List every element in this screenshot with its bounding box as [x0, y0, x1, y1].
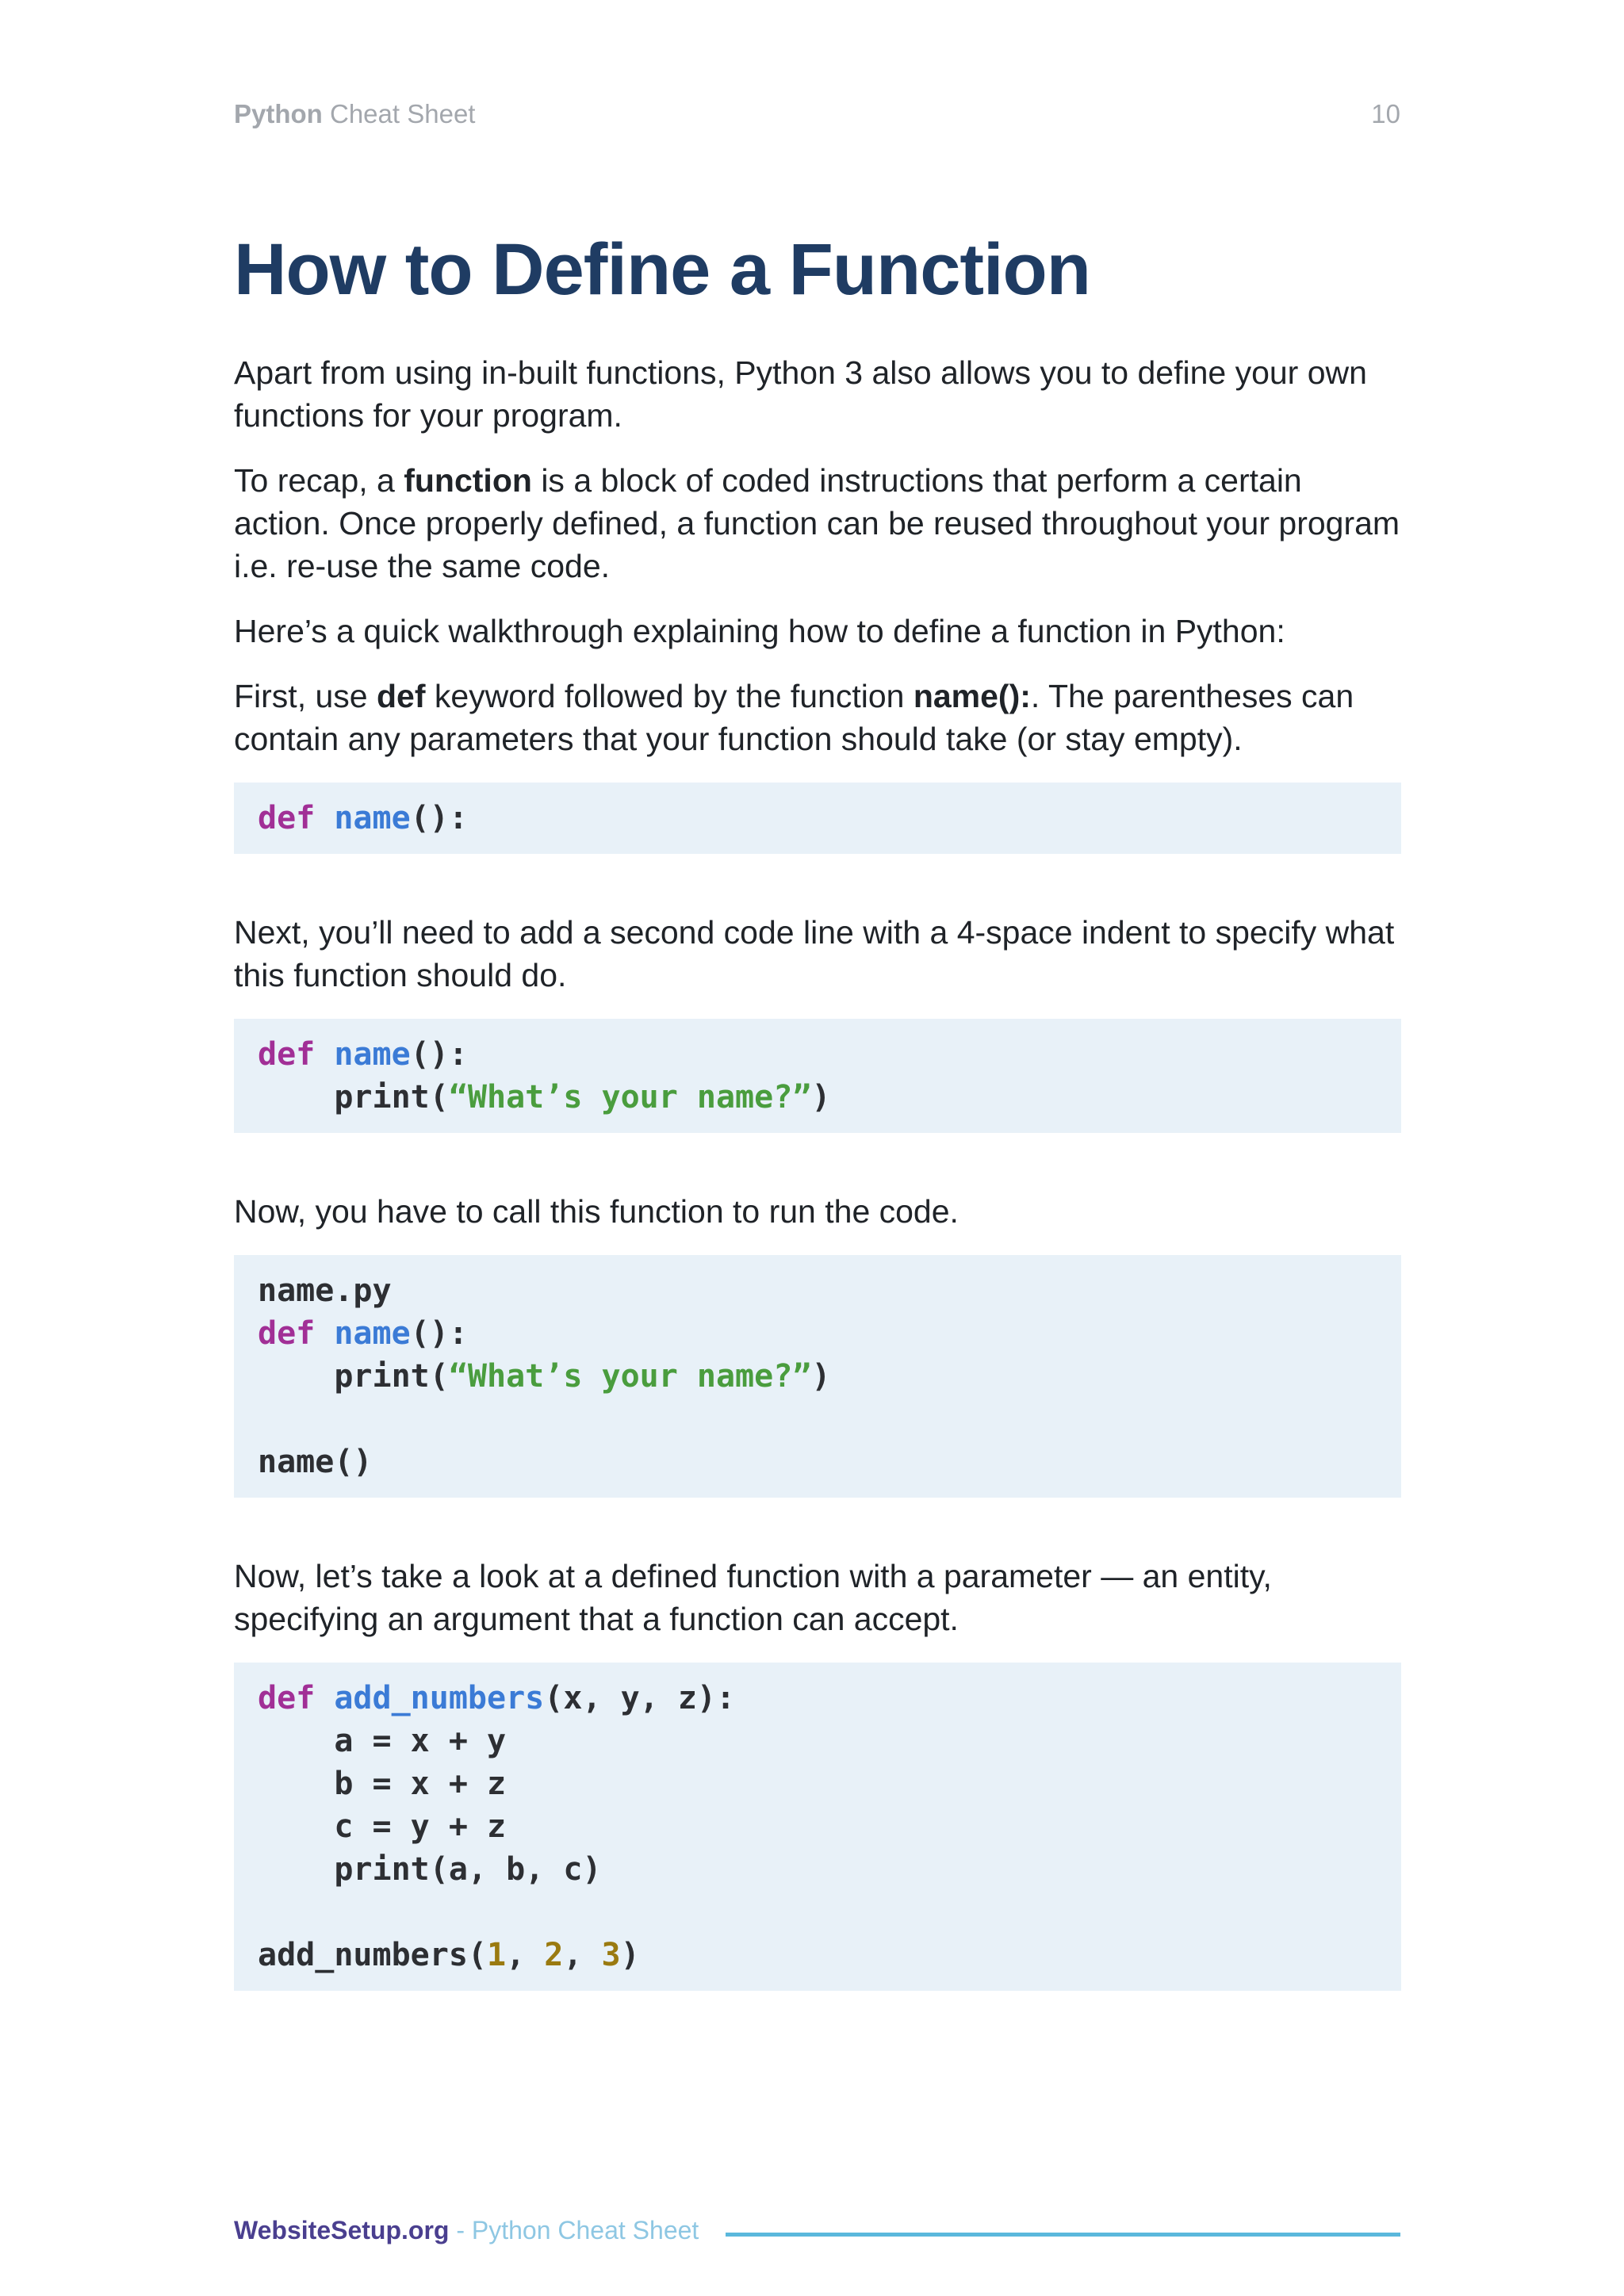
first-step-mid: keyword followed by the function	[425, 678, 914, 714]
code-keyword: def	[258, 800, 316, 836]
first-step-post: . The parentheses can contain any parameters that your function should take (or stay empty).	[234, 678, 1354, 757]
first-step-pre: First, use	[234, 678, 377, 714]
code-text: ():	[410, 1315, 468, 1352]
code-function-name: name	[334, 800, 411, 836]
code-line: c = y + z	[258, 1808, 507, 1845]
recap-bold-function: function	[404, 462, 532, 499]
code-number: 1	[486, 1937, 507, 1973]
code-text: ():	[410, 800, 468, 836]
code-line	[258, 1677, 1377, 1720]
code-line	[258, 1312, 1377, 1355]
header-subtitle: Cheat Sheet	[322, 99, 476, 128]
code-line	[258, 1934, 1377, 1976]
paragraph-next-step: Next, you’ll need to add a second code line with a 4-space indent to specify what this function should do.	[234, 914, 1395, 993]
first-step-bold-def: def	[376, 678, 426, 714]
paragraph-walkthrough: Here’s a quick walkthrough explaining how to define a function in Python:	[234, 613, 1285, 649]
header-brand: Python	[234, 99, 323, 128]
code-line	[258, 1076, 1377, 1119]
code-string: “What’s your name?”	[448, 1079, 812, 1115]
page-title: How to Define a Function	[234, 229, 1090, 310]
code-line	[258, 1269, 1377, 1312]
code-text: print(	[258, 1358, 449, 1395]
paragraph-recap	[234, 459, 1401, 587]
first-step-bold-name: name():	[913, 678, 1031, 714]
code-function-name: name	[334, 1036, 411, 1073]
code-number: 3	[601, 1937, 621, 1973]
code-function-name: name	[334, 1315, 411, 1352]
code-line	[258, 1355, 1377, 1398]
code-line	[258, 1033, 1377, 1076]
paragraph-first-step	[234, 675, 1401, 760]
footer-divider	[726, 2233, 1400, 2237]
code-line: b = x + z	[258, 1766, 507, 1802]
code-block-add-numbers	[234, 1663, 1401, 1991]
code-text: )	[811, 1079, 831, 1115]
paragraph-call: Now, you have to call this function to run the code.	[234, 1193, 959, 1230]
code-text: add_numbers(	[258, 1937, 487, 1973]
code-function-name: add_numbers	[334, 1680, 545, 1716]
code-block-def-name	[234, 783, 1401, 854]
code-text: )	[811, 1358, 831, 1395]
code-block-call-function	[234, 1255, 1401, 1498]
code-line-blank	[258, 1891, 1377, 1934]
code-text: ,	[506, 1937, 545, 1973]
code-text: name()	[258, 1444, 373, 1480]
page-footer	[234, 2212, 1400, 2248]
main-content	[234, 226, 1401, 2048]
recap-text-pre: To recap, a	[234, 462, 404, 499]
code-line: print(a, b, c)	[258, 1851, 602, 1888]
recap-text-post: is a block of coded instructions that perform a certain action. Once properly defined, a function can be reused throughout your program i.e. re-use the same code.	[234, 462, 1400, 584]
code-keyword: def	[258, 1315, 316, 1352]
code-line-blank	[258, 1398, 1377, 1441]
code-text: print(	[258, 1079, 449, 1115]
code-text: (x, y, z):	[544, 1680, 736, 1716]
paragraph-parameter: Now, let’s take a look at a defined function with a parameter — an entity, specifying an argument that a function can accept.	[234, 1558, 1272, 1637]
page-header	[234, 94, 1400, 135]
paragraph-intro: Apart from using in-built functions, Python 3 also allows you to define your own functions for your program.	[234, 354, 1367, 434]
code-keyword: def	[258, 1680, 316, 1716]
code-filename: name.py	[258, 1272, 392, 1309]
code-keyword: def	[258, 1036, 316, 1073]
footer-subtitle: - Python Cheat Sheet	[449, 2216, 699, 2244]
code-text: ():	[410, 1036, 468, 1073]
code-line	[258, 797, 1377, 840]
code-number: 2	[544, 1937, 564, 1973]
page-number: 10	[1371, 99, 1400, 128]
footer-site-link[interactable]: WebsiteSetup.org	[234, 2216, 450, 2244]
code-text: ,	[563, 1937, 602, 1973]
code-string: “What’s your name?”	[448, 1358, 812, 1395]
code-line: a = x + y	[258, 1723, 507, 1759]
code-line	[258, 1441, 1377, 1483]
code-block-def-print	[234, 1019, 1401, 1133]
code-text: )	[620, 1937, 640, 1973]
